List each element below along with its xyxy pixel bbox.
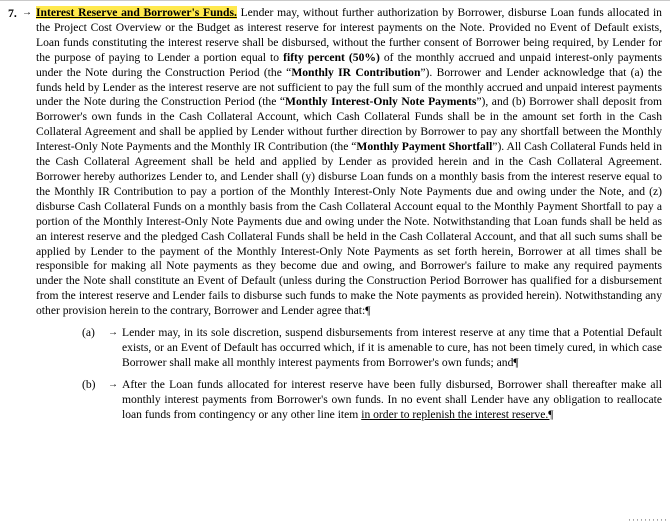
paragraph-body — [36, 6, 662, 319]
tab-arrow-mark: → — [22, 7, 32, 18]
paragraph-run-6: ”), and (b) Borrower shall deposit from Borrower's own funds in the Cash Collateral Account, which Cash Collateral Funds shall be in the amount set forth in the Cash Collateral Agreement and shall be applied by Lender without further direction by Borrower to pay any shortfall between the Monthly Interest-Only Note Payments and the Monthly IR Contribution (the “ — [36, 95, 663, 154]
paragraph-run-5: Monthly Interest-Only Note Payments — [285, 95, 477, 109]
subparagraph-a-text: Lender may, in its sole discretion, suspend disbursements from interest reserve at any time that a Potential Default exists, or an Event of Default has occurred which, if it is amenable to cure, has not been timely cured, in which case Borrower shall make all monthly interest payments from Borrower's own funds; and¶ — [122, 326, 662, 369]
subparagraph-b-underlined-tail: in order to replenish the interest reserve.¶ — [361, 407, 554, 421]
paragraph-number: 7. — [8, 6, 17, 20]
page-bottom-marker: ·········· — [628, 515, 668, 525]
paragraph-run-1: fifty percent (50%) — [283, 50, 380, 64]
subparagraph-a-arrow: → — [108, 327, 118, 339]
subparagraph-b — [82, 378, 662, 423]
subparagraph-b-label: (b) — [82, 377, 96, 391]
paragraph-run-4: ”). Borrower and Lender acknowledge that (a) the funds held by Lender as the interest reserve are not sufficient to pay the full sum of the monthly accrued and unpaid interest payments under the Note during the Construction Period (the “ — [36, 65, 662, 109]
subparagraph-b-text: After the Loan funds allocated for interest reserve have been fully disbursed, Borrower shall thereafter make all monthly interest payments from Borrower's own funds. In no event shall Lender have any obligation to reallocate loan funds from contingency or any other line item — [122, 377, 662, 421]
paragraph-run-0: Lender may, without further authorization by Borrower, disburse Loan funds allocated in the Project Cost Overview or the Budget as interest reserve for interest payments on the Note. Provided no Event of Default exists, Loan funds constituting the interest reserve shall be disbursed, without the further consent of Borrower being required, by Lender for the purpose of paying to Lender a portion equal to — [36, 6, 662, 64]
page-top-divider — [0, 0, 670, 1]
subparagraph-b-body — [122, 378, 662, 423]
numbered-paragraph-7 — [8, 6, 662, 319]
subparagraph-a — [82, 326, 662, 371]
paragraph-run-7: Monthly Payment Shortfall — [356, 140, 493, 154]
section-heading-highlight: Interest Reserve and Borrower's Funds. — [36, 6, 237, 19]
paragraph-run-8: ”). All Cash Collateral Funds held in the Cash Collateral Agreement shall be held and applied by Lender as provided herein and in the Cash Collateral Agreement. Borrower hereby authorizes Lender to, and Lender shall (y) disburse Loan funds on a monthly basis from the interest reserve equal to the Monthly IR Contribution to pay a portion of the Monthly Interest-Only Note Payments due and owing under the Note, and (z) disburse Cash Collateral Funds on a monthly basis from the Cash Collateral Account equal to the Monthly Payment Shortfall to pay a portion of the Monthly Interest-Only Note Payments due and owing under the Note. Notwithstanding that Loan funds shall be held as an interest reserve and the pledged Cash Collateral Funds shall be held in the Cash Collateral Account, and that all such sums shall be applied by Lender to the payment of the Monthly Interest-Only Note Payments as set forth herein, Borrower at all times shall be responsible for making all Note payments as they become due and owing, and Borrower's failure to make any required payments under the Note shall constitute an Event of Default (unless during the Construction Period Borrower has qualified for a disbursement from the interest reserve and Lender fails to disburse such funds to make the Note payments as provided herein). Notwithstanding any other provision herein to the contrary, Borrower and Lender agree that:¶ — [36, 140, 662, 318]
subparagraph-a-label: (a) — [82, 326, 95, 340]
paragraph-run-3: Monthly IR Contribution — [291, 65, 421, 79]
paragraph-run-2: of the monthly accrued and unpaid interest-only payments under the Note during the Construction Period (the “ — [36, 50, 663, 79]
subparagraph-b-arrow: → — [108, 378, 118, 390]
